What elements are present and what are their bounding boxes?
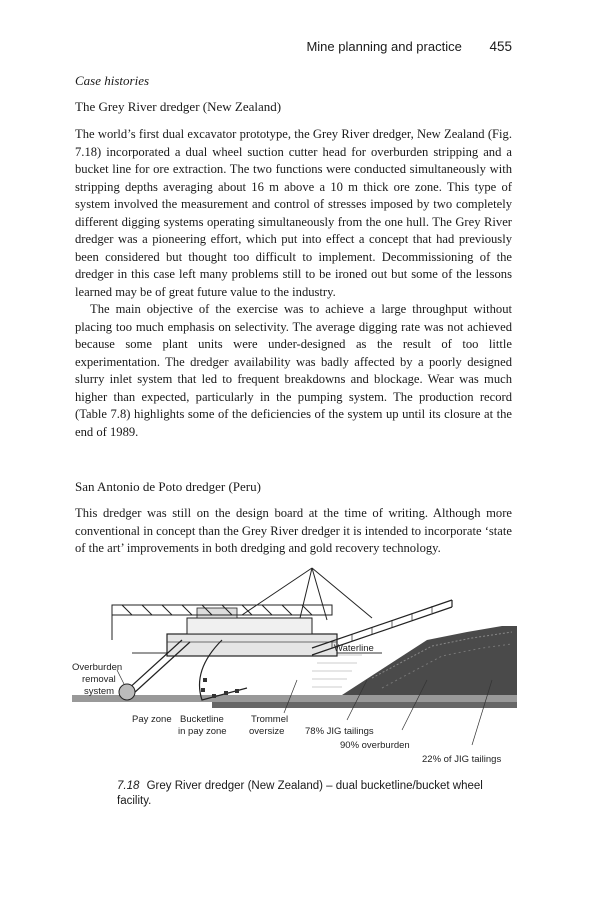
label-trommel-2: oversize [249, 726, 285, 737]
label-overburden-3: system [84, 686, 115, 697]
label-bucketline-2: in pay zone [178, 726, 227, 737]
running-head [70, 39, 512, 59]
label-pay-zone: Pay zone [132, 714, 172, 725]
label-waterline: Waterline [334, 643, 374, 654]
caption-text: Grey River dredger (New Zealand) – dual bucketline/bucket wheel facility. [117, 780, 483, 807]
grey-river-body [75, 126, 512, 441]
page-number: 455 [489, 39, 512, 54]
paragraph: This dredger was still on the design board at the time of writing. Although more conventional in concept than the Grey River dredger it is intended to incorporate ‘state of the art’ improvements in both dredging and gold recovery technology. [75, 506, 512, 555]
dredger-illustration [72, 560, 517, 770]
label-jig-78: 78% JIG tailings [305, 726, 374, 737]
figure-number: 7.18 [117, 780, 140, 792]
figure-dredger-diagram [72, 560, 517, 770]
san-antonio-body [75, 505, 512, 558]
ground-layer [72, 695, 517, 702]
mast-rigging [242, 568, 372, 620]
water-hatching [312, 655, 362, 687]
label-overburden-2: removal [82, 674, 116, 685]
paragraph: The world’s first dual excavator prototype, the Grey River dredger, New Zealand (Fig. 7.18) incorporated a dual wheel suction cutter head for overburden stripping and a bucket line for ore extraction. The two functions were conducted simultaneously with stripping depths averaging about 16 m above a 10 m thick ore zone. This type of system involved the measurement and control of stresses imposed by two completely different digging systems operating simultaneously from the one hull. The Grey River dredger was a pioneering effort, which put into effect a concept that had previously been considered but thought too difficult to implement. Decommissioning of the dredger in this case left many problems still to be ironed out but some of the lessons learned may be of great future value to the industry. [75, 127, 512, 299]
superstructure [187, 618, 312, 634]
dredger-hull [167, 634, 337, 656]
label-bucketline-1: Bucketline [180, 714, 224, 725]
subheading-grey-river: The Grey River dredger (New Zealand) [75, 99, 282, 114]
label-overburden-1: Overburden [72, 662, 123, 673]
paragraph: The main objective of the exercise was to achieve a large throughput without placing too much emphasis on selectivity. The average digging rate was not achieved because some plant units were under-designed as the result of too little experimentation. The dredger availability was badly affected by a poorly designed slurry inlet system that led to frequent breakdowns and blockage. Wear was much higher than expected, particularly in the pumping system. The production record (Table 7.8) highlights some of the deficiencies of the system up until its closure at the end of 1989. [75, 302, 512, 439]
section-heading-case-histories: Case histories [75, 73, 150, 88]
cutter-head [119, 684, 135, 700]
running-title: Mine planning and practice [306, 39, 462, 54]
label-trommel-1: Trommel [251, 714, 289, 725]
label-overburden-90: 90% overburden [340, 740, 410, 751]
label-jig-22: 22% of JIG tailings [422, 754, 502, 765]
subheading-san-antonio: San Antonio de Poto dredger (Peru) [75, 479, 261, 494]
figure-caption [117, 779, 515, 809]
